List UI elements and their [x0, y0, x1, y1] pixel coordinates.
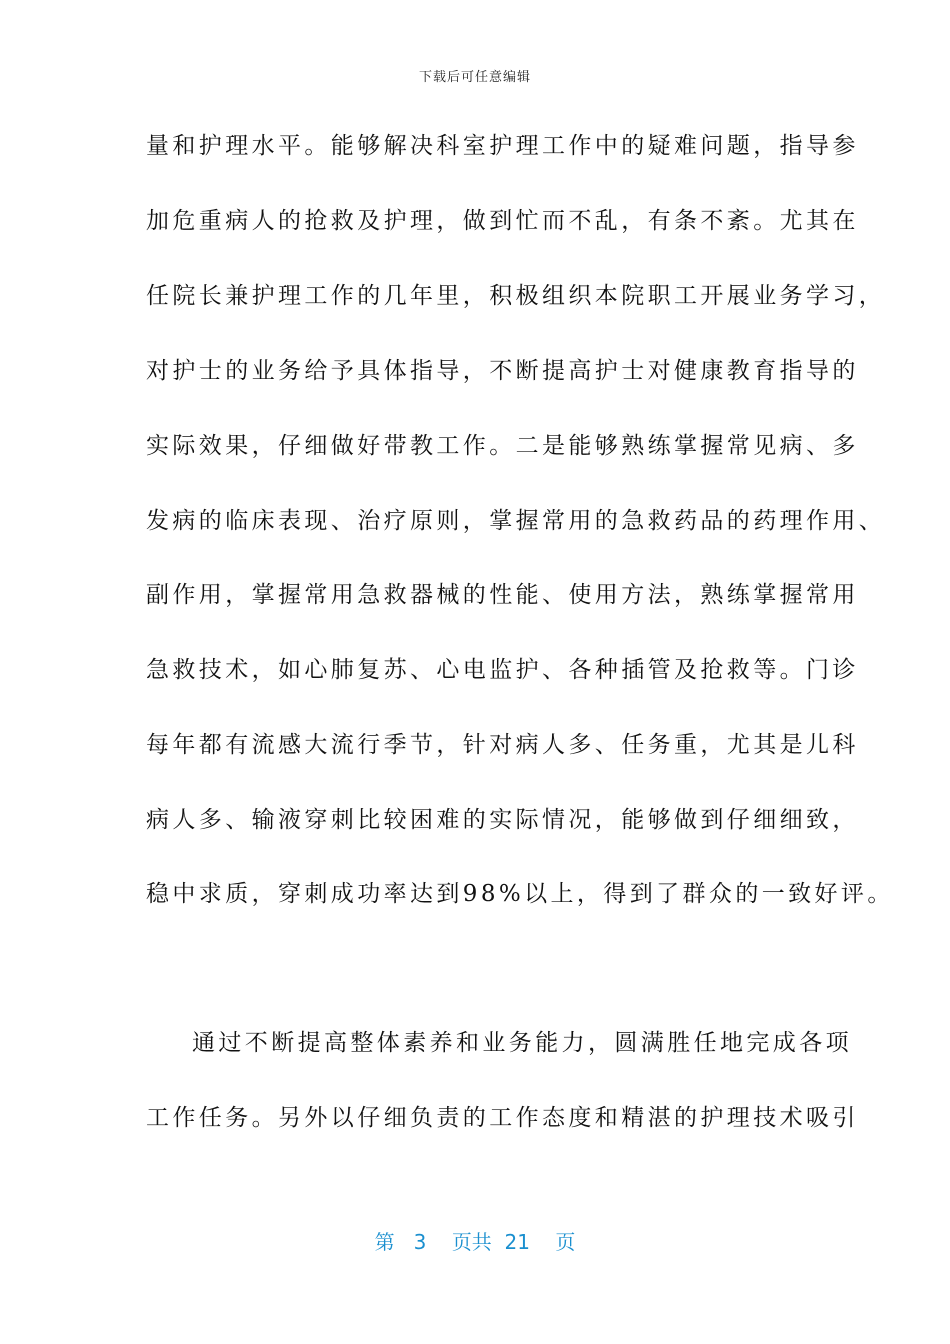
footer-prefix: 第: [374, 1230, 395, 1254]
text-line: 工作任务。另外以仔细负责的工作态度和精湛的护理技术吸引: [146, 1105, 859, 1131]
text-line: 通过不断提高整体素养和业务能力，圆满胜任地完成各项: [192, 1030, 852, 1056]
footer-suffix: 页: [555, 1230, 576, 1254]
text-line: 实际效果，仔细做好带教工作。二是能够熟练掌握常见病、多: [146, 433, 859, 459]
text-line: 加危重病人的抢救及护理，做到忙而不乱，有条不紊。尤其在: [146, 208, 859, 234]
page-footer: [0, 1226, 950, 1255]
footer-total-pages: 21: [504, 1230, 530, 1254]
text-line: 任院长兼护理工作的几年里，积极组织本院职工开展业务学习，: [146, 283, 886, 309]
text-line: 副作用，掌握常用急救器械的性能、使用方法，熟练掌握常用: [146, 582, 859, 608]
text-line: 稳中求质，穿刺成功率达到98%以上，得到了群众的一致好评。: [146, 881, 894, 907]
text-line: 发病的临床表现、治疗原则，掌握常用的急救药品的药理作用、: [146, 508, 886, 534]
text-line: 每年都有流感大流行季节，针对病人多、任务重，尤其是儿科: [146, 732, 859, 758]
text-line: 病人多、输液穿刺比较困难的实际情况，能够做到仔细细致，: [146, 807, 859, 833]
footer-page-number: 3: [413, 1230, 427, 1254]
text-line: 量和护理水平。能够解决科室护理工作中的疑难问题，指导参: [146, 133, 859, 159]
page-header: 下载后可任意编辑: [418, 70, 531, 85]
text-line: 对护士的业务给予具体指导，不断提高护士对健康教育指导的: [146, 358, 859, 384]
footer-middle: 页共: [451, 1230, 492, 1254]
text-line: 急救技术，如心肺复苏、心电监护、各种插管及抢救等。门诊: [146, 657, 859, 683]
